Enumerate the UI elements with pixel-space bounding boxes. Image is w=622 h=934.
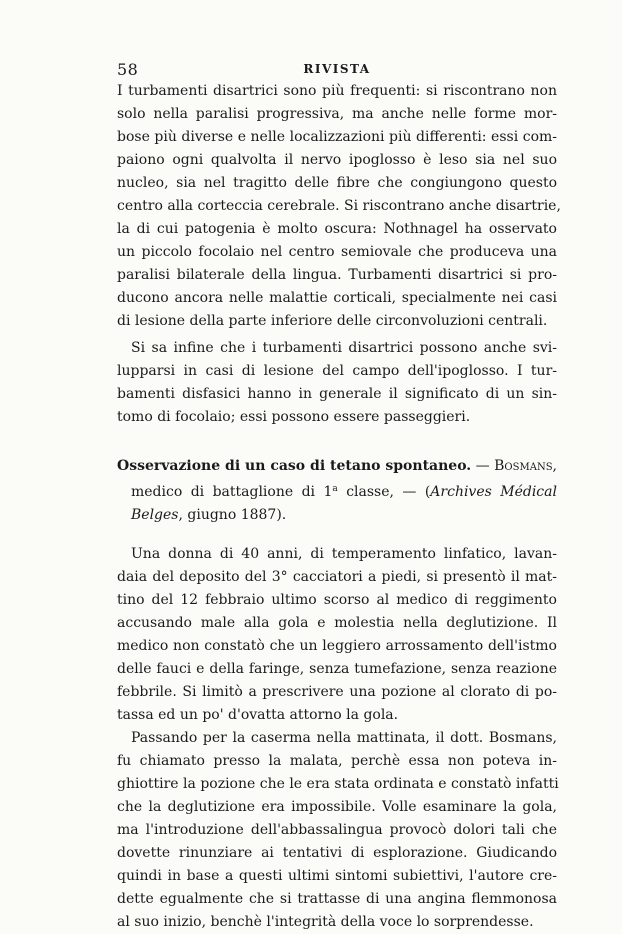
text-line: quindi in base a questi ultimi sintomi subiettivi, l'autore cre- — [117, 868, 557, 884]
text-line: ghiottire la pozione che le era stata ordinata e constatò infatti — [117, 776, 559, 792]
text-line: Si sa infine che i turbamenti disartrici possono anche svi- — [131, 340, 557, 356]
text-line: tino del 12 febbraio ultimo scorso al medico di reggimento — [117, 592, 557, 608]
text-line: dette egualmente che si trattasse di una angina flemmonosa — [117, 891, 557, 907]
text-line: dovette rinunziare ai tentativi di esplorazione. Giudicando — [117, 845, 557, 861]
article-author: Bosmans, — [494, 458, 557, 474]
text-line: solo nella paralisi progressiva, ma anche nelle forme mor- — [117, 106, 557, 122]
source-journal: Archives Médical — [430, 484, 557, 500]
text-line: Passando per la caserma nella mattinata, il dott. Bosmans, — [131, 730, 557, 746]
text-line: nucleo, sia nel tragitto delle fibre che congiungono questo — [117, 175, 557, 191]
text-line: daia del deposito del 3° cacciatori a piedi, si presentò il mat- — [117, 569, 557, 585]
text-line: accusando male alla gola e molestia nella deglutizione. Il — [117, 615, 557, 631]
text-line: bose più diverse e nelle localizzazioni più differenti: essi com- — [117, 129, 557, 145]
text-line: lupparsi in casi di lesione del campo dell'ipoglosso. I tur- — [117, 363, 557, 379]
text-line: la di cui patogenia è molto oscura: Nothnagel ha osservato — [117, 221, 557, 237]
text-line: medico non constatò che un leggiero arrossamento dell'istmo — [117, 638, 557, 654]
text-line: tassa ed un po' d'ovatta attorno la gola. — [117, 707, 399, 723]
journal-title: RIVISTA — [303, 62, 371, 76]
text-line: paiono ogni qualvolta il nervo ipoglosso è leso sia nel suo — [117, 152, 557, 168]
text-line: tomo di focolaio; essi possono essere passeggieri. — [117, 409, 471, 425]
heading-line-3 — [117, 504, 557, 527]
text-line: di lesione della parte inferiore delle circonvoluzioni centrali. — [117, 313, 548, 329]
paragraph-2-cont — [117, 360, 557, 429]
page-number: 58 — [117, 60, 139, 79]
article-heading — [117, 455, 557, 527]
text-line: febbrile. Si limitò a prescrivere una pozione al clorato di po- — [117, 684, 557, 700]
text-line: al suo inizio, benchè l'integrità della voce lo sorprendesse. — [117, 914, 534, 930]
heading-superscript: a — [332, 484, 338, 494]
article-title: Osservazione di un caso di tetano spontaneo. — [117, 458, 472, 474]
paragraph-4 — [117, 750, 557, 934]
text-line: delle fauci e della faringe, senza tumefazione, senza reazione — [117, 661, 557, 677]
text-line: che la deglutizione era impossibile. Volle esaminare la gola, — [117, 799, 557, 815]
text-line: Una donna di 40 anni, di temperamento linfatico, lavan- — [131, 546, 557, 562]
running-head — [117, 58, 557, 80]
text-line: centro alla corteccia cerebrale. Si riscontrano anche disartrie, — [117, 198, 561, 214]
document-page — [117, 58, 561, 934]
text-line: fu chiamato presso la malata, perchè essa non poteva in- — [117, 753, 557, 769]
paragraph-4-first — [117, 727, 557, 750]
text-line: paralisi bilaterale della lingua. Turbamenti disartrici si pro- — [117, 267, 557, 283]
heading-dash: — — [471, 458, 495, 474]
heading-rank: medico di battaglione di 1 — [131, 484, 333, 500]
paragraph-1 — [117, 80, 561, 333]
text-line: bamenti disfasici hanno in generale il significato di un sin- — [117, 386, 557, 402]
text-line: un piccolo focolaio nel centro semiovale che produceva una — [117, 244, 557, 260]
text-line: ma l'introduzione dell'abbassalingua provocò dolori tali che — [117, 822, 557, 838]
paragraph-3 — [117, 566, 557, 727]
heading-line-2 — [117, 478, 557, 504]
paragraph-3-first — [117, 543, 557, 566]
source-journal-cont: Belges — [131, 507, 179, 523]
source-date: , giugno 1887). — [178, 507, 287, 523]
heading-class: classe, — ( — [337, 484, 431, 500]
paragraph-2 — [117, 337, 557, 360]
text-line: I turbamenti disartrici sono più frequenti: si riscontrano non — [117, 83, 557, 99]
text-line: ducono ancora nelle malattie corticali, specialmente nei casi — [117, 290, 557, 306]
body-text — [117, 80, 561, 934]
heading-line-1 — [117, 455, 557, 478]
